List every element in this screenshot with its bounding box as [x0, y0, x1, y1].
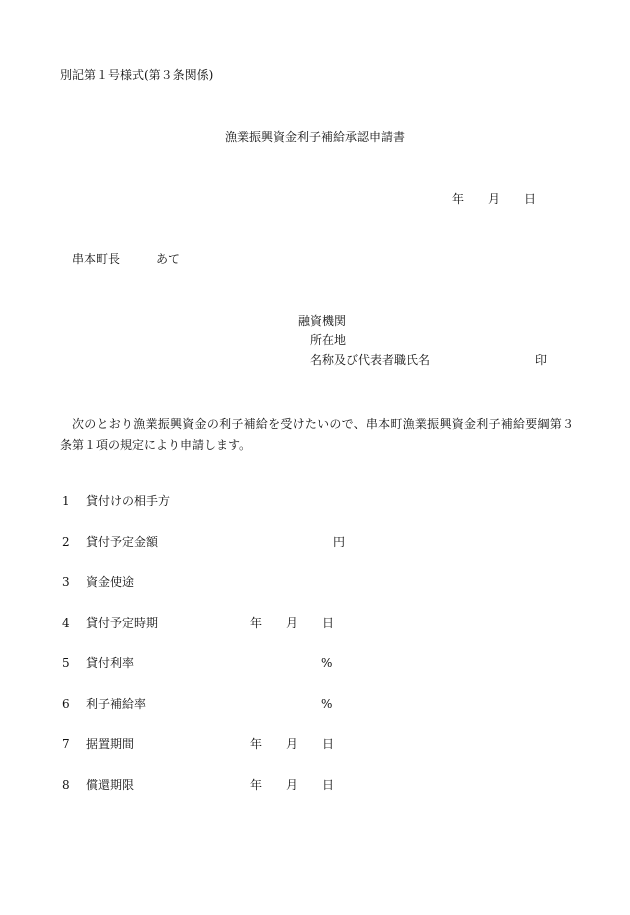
applicant-address-label: 所在地 — [310, 333, 347, 347]
item-number: 5 — [62, 656, 70, 670]
application-statement: 次のとおり漁業振興資金の利子補給を受けたいので、串本町漁業振興資金利子補給要綱第３条第１項の規定により申請します。 — [60, 417, 574, 452]
item-label: 貸付利率 — [86, 656, 135, 670]
percent-unit: % — [321, 656, 333, 670]
day-label: 日 — [322, 737, 335, 751]
item-label: 貸付予定時期 — [86, 616, 159, 630]
item-grace-period — [60, 738, 580, 752]
item-number: 7 — [62, 737, 70, 751]
date-day-label: 日 — [524, 192, 537, 206]
applicant-organization: 融資機関 — [298, 314, 347, 328]
item-number: 3 — [62, 575, 70, 589]
item-label: 据置期間 — [86, 737, 135, 751]
item-label: 貸付予定金額 — [86, 535, 159, 549]
year-label: 年 — [250, 778, 263, 792]
item-label: 利子補給率 — [86, 697, 147, 711]
item-loan-amount — [60, 536, 580, 550]
item-label: 貸付けの相手方 — [86, 494, 171, 508]
item-label: 償還期限 — [86, 778, 135, 792]
yen-unit: 円 — [333, 535, 346, 549]
day-label: 日 — [322, 778, 335, 792]
item-repayment-deadline — [60, 779, 580, 793]
item-number: 8 — [62, 778, 70, 792]
item-number: 6 — [62, 697, 70, 711]
date-month-label: 月 — [488, 192, 501, 206]
applicant-name-label: 名称及び代表者職氏名 — [310, 353, 431, 367]
addressee-suffix: あて — [156, 252, 181, 266]
seal-mark: 印 — [535, 353, 548, 367]
item-borrower — [60, 495, 580, 509]
month-label: 月 — [286, 737, 299, 751]
addressee-name: 串本町長 — [72, 252, 121, 266]
item-fund-use — [60, 576, 580, 590]
month-label: 月 — [286, 616, 299, 630]
date-year-label: 年 — [452, 192, 465, 206]
day-label: 日 — [322, 616, 335, 630]
item-interest-rate — [60, 657, 580, 671]
form-number: 別記第１号様式(第３条関係) — [60, 68, 214, 82]
document-title: 漁業振興資金利子補給承認申請書 — [224, 130, 405, 144]
percent-unit: % — [321, 697, 333, 711]
month-label: 月 — [286, 778, 299, 792]
year-label: 年 — [250, 616, 263, 630]
item-subsidy-rate — [60, 698, 580, 712]
item-number: 4 — [62, 616, 70, 630]
item-loan-date — [60, 617, 580, 631]
item-number: 1 — [62, 494, 70, 508]
year-label: 年 — [250, 737, 263, 751]
item-label: 資金使途 — [86, 575, 135, 589]
item-number: 2 — [62, 535, 70, 549]
